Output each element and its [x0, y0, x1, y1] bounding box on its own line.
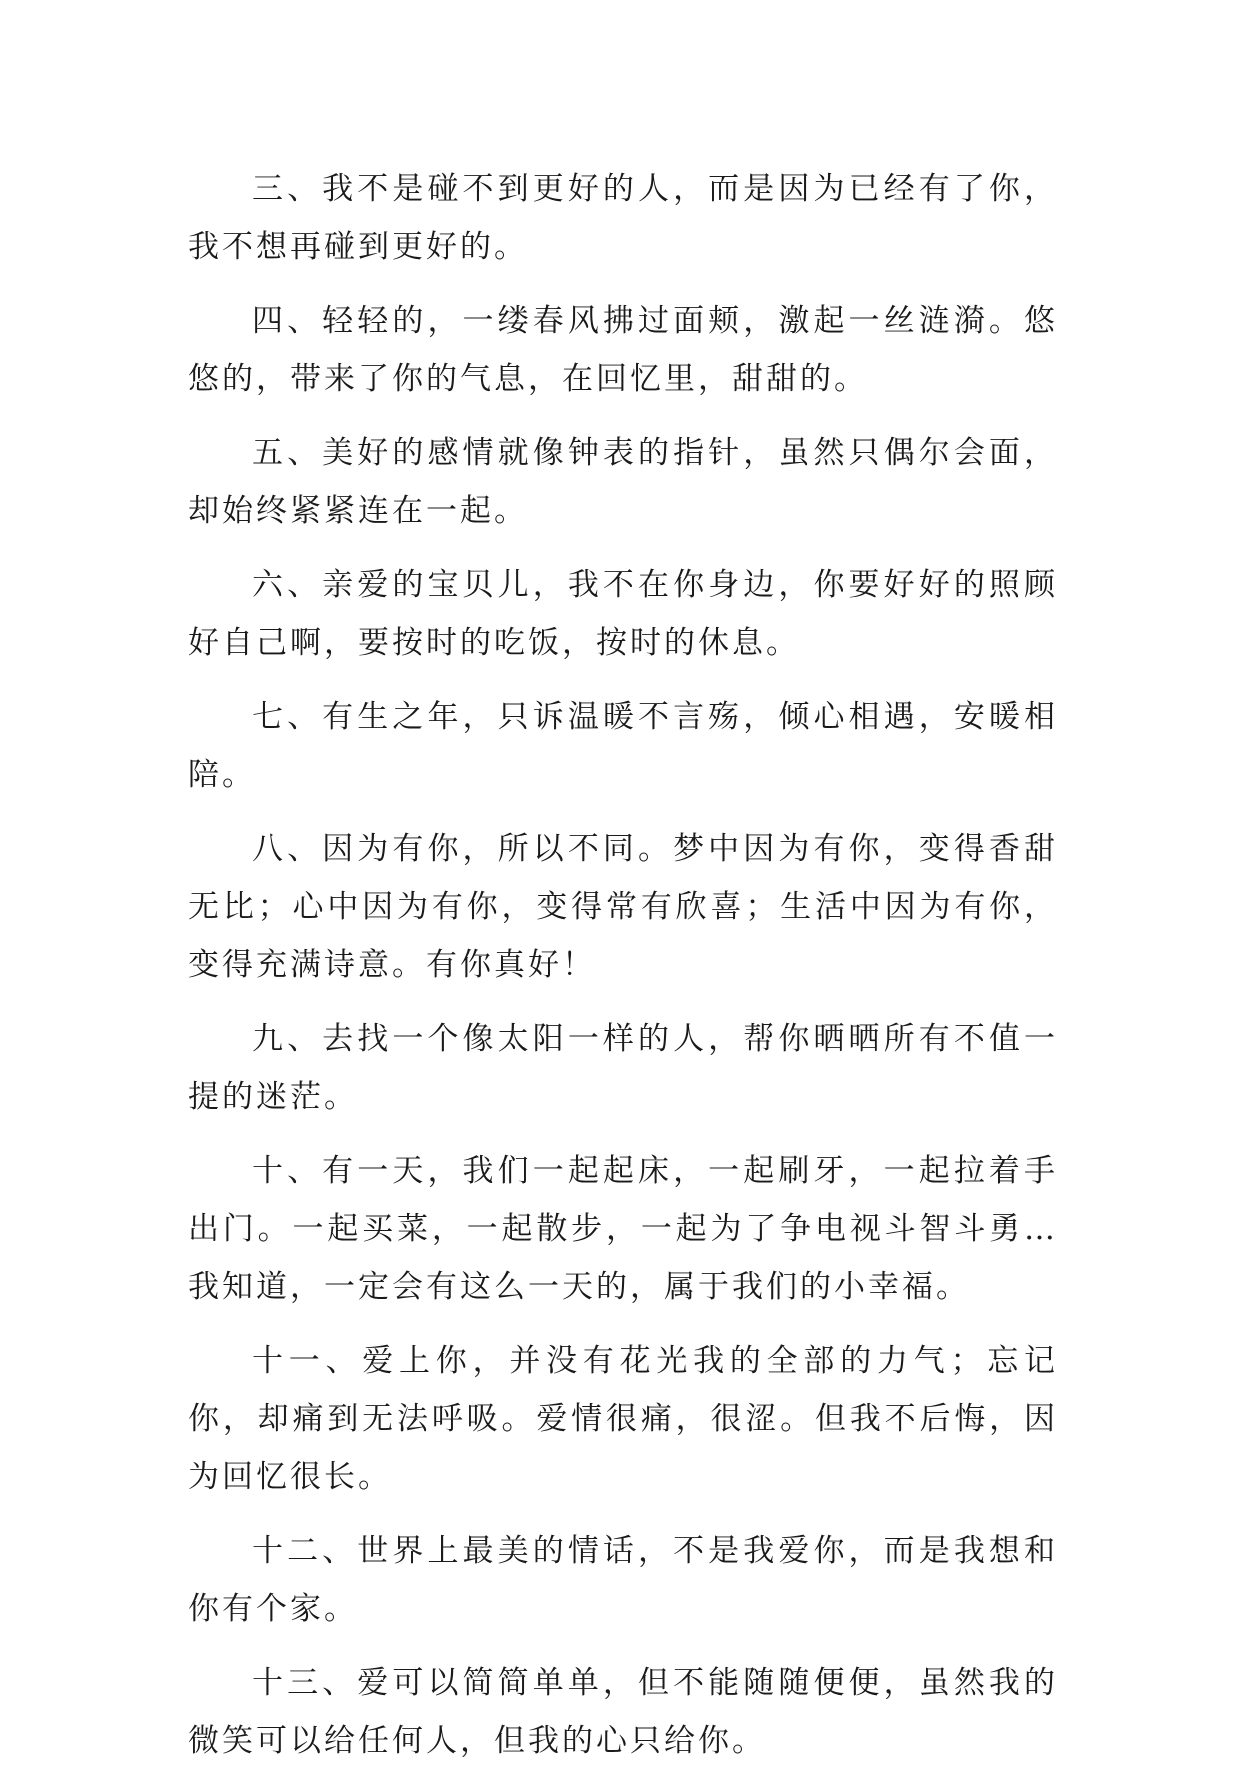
paragraph-11: 十一、爱上你，并没有花光我的全部的力气；忘记你，却痛到无法呼吸。爱情很痛，很涩。但我不后悔，因为回忆很长。 — [188, 1343, 1058, 1495]
paragraph-12: 十二、世界上最美的情话，不是我爱你，而是我想和你有个家。 — [188, 1533, 1058, 1627]
paragraph-10: 十、有一天，我们一起起床，一起刷牙，一起拉着手出门。一起买菜，一起散步，一起为了争电视斗智斗勇…我知道，一定会有这么一天的，属于我们的小幸福。 — [188, 1153, 1058, 1305]
document-body — [188, 160, 1058, 1786]
paragraph-6: 六、亲爱的宝贝儿，我不在你身边，你要好好的照顾好自己啊，要按时的吃饭，按时的休息。 — [188, 567, 1058, 661]
paragraph-4: 四、轻轻的，一缕春风拂过面颊，激起一丝涟漪。悠悠的，带来了你的气息，在回忆里，甜甜的。 — [188, 303, 1058, 397]
paragraph-9: 九、去找一个像太阳一样的人，帮你晒晒所有不值一提的迷茫。 — [188, 1021, 1058, 1115]
paragraph-3: 三、我不是碰不到更好的人，而是因为已经有了你，我不想再碰到更好的。 — [188, 171, 1058, 265]
paragraph-5: 五、美好的感情就像钟表的指针，虽然只偶尔会面，却始终紧紧连在一起。 — [188, 435, 1058, 529]
paragraph-7: 七、有生之年，只诉温暖不言殇，倾心相遇，安暖相陪。 — [188, 699, 1058, 793]
paragraph-13: 十三、爱可以简简单单，但不能随随便便，虽然我的微笑可以给任何人，但我的心只给你。 — [188, 1665, 1058, 1759]
paragraph-8: 八、因为有你，所以不同。梦中因为有你，变得香甜无比；心中因为有你，变得常有欣喜；生活中因为有你，变得充满诗意。有你真好！ — [188, 831, 1058, 983]
